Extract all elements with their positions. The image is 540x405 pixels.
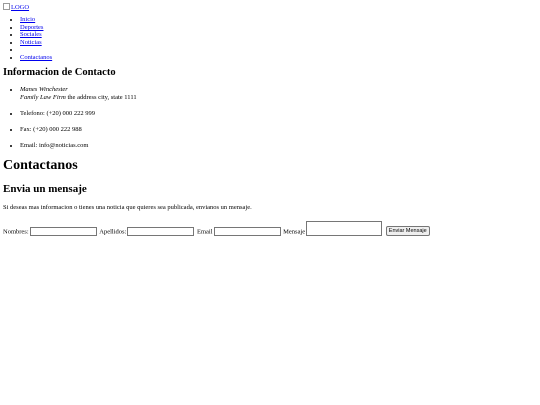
nav-link-deportes[interactable]: Deportes (20, 23, 44, 31)
contact-firm: Family Law Firm (20, 93, 66, 101)
contact-phone: Telefono: (+20) 000 222 999 (20, 109, 96, 117)
mensaje-label: Mensaje (283, 228, 306, 236)
nombres-label: Nombres: (3, 228, 29, 236)
nav-link-inicio[interactable]: Inicio (20, 16, 36, 24)
email-label: Email (196, 228, 213, 236)
mensaje-textarea[interactable] (306, 221, 382, 236)
contact-info-list (3, 86, 537, 150)
apellidos-label: Apellidos: (99, 228, 127, 236)
logo-link[interactable] (3, 3, 29, 11)
main-nav (3, 16, 537, 61)
nav-item-contactanos (20, 54, 537, 62)
contact-info-heading: Informacion de Contacto (3, 67, 116, 79)
page-description: Si deseas mas informacion o tienes una noticia que quieres sea publicada, envianos un mensaje. (3, 204, 252, 212)
nombres-input[interactable] (30, 227, 97, 236)
broken-image-icon (3, 3, 10, 10)
contact-fax-item (20, 126, 537, 134)
contact-email-item (20, 142, 537, 150)
nav-item-noticias (20, 39, 537, 47)
contact-form (3, 221, 537, 236)
contact-address: the address city, state 1111 (67, 93, 137, 101)
nav-link-noticias[interactable]: Noticias (20, 38, 42, 46)
page-subtitle: Envia un mensaje (3, 182, 87, 195)
nav-item-sociales (20, 31, 537, 39)
send-message-button[interactable]: Enviar Mensaje (386, 226, 430, 236)
contact-email: Email: info@noticias.com (20, 141, 89, 149)
page-title: Contactanos (3, 157, 78, 173)
contact-phone-item (20, 110, 537, 118)
nav-item-inicio (20, 16, 537, 24)
nav-link-sociales[interactable]: Sociales (20, 31, 42, 39)
nav-item-deportes (20, 24, 537, 32)
contact-fax: Fax: (+20) 000 222 988 (20, 125, 82, 133)
apellidos-input[interactable] (127, 227, 194, 236)
nav-link-contactanos[interactable]: Contactanos (20, 53, 53, 61)
logo-alt-text: LOGO (11, 4, 30, 11)
contact-name: Manes Winchester (20, 85, 68, 93)
contact-address-item (20, 86, 537, 102)
nav-item-empty (20, 46, 537, 54)
email-input[interactable] (214, 227, 281, 236)
